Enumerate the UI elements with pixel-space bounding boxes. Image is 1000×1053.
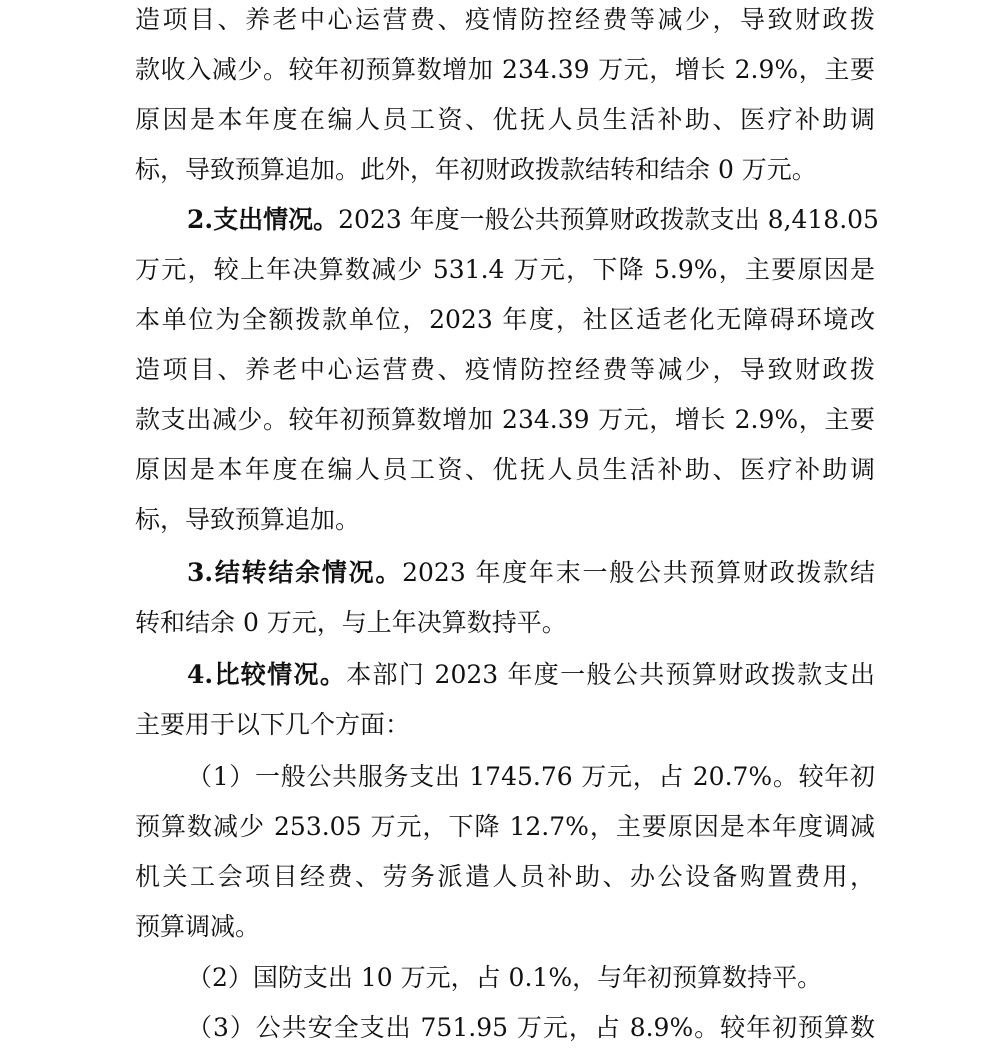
paragraph-text: 2023 年度一般公共预算财政拨款支出 8,418.05 (338, 205, 879, 234)
section-heading-comparison: 4.比较情况。 (187, 660, 347, 689)
paragraph-line: 预算数减少 253.05 万元，下降 12.7%，主要原因是本年度调减 (135, 812, 875, 841)
section-heading-carryover: 3.结转结余情况。 (187, 558, 403, 587)
paragraph-line: 万元，较上年决算数减少 531.4 万元，下降 5.9%，主要原因是 (135, 255, 875, 284)
paragraph-line: 本单位为全额拨款单位，2023 年度，社区适老化无障碍环境改 (135, 305, 875, 334)
paragraph-line: （1）一般公共服务支出 1745.76 万元，占 20.7%。较年初 (187, 762, 875, 791)
paragraph-line: 原因是本年度在编人员工资、优抚人员生活补助、医疗补助调 (135, 455, 875, 484)
paragraph-line: （2）国防支出 10 万元，占 0.1%，与年初预算数持平。 (187, 963, 823, 992)
paragraph-text: 2023 年度年末一般公共预算财政拨款结 (402, 558, 875, 587)
paragraph-line: 款支出减少。较年初预算数增加 234.39 万元，增长 2.9%，主要 (135, 405, 875, 434)
paragraph-line: 款收入减少。较年初预算数增加 234.39 万元，增长 2.9%，主要 (135, 55, 875, 84)
paragraph-text: 本部门 2023 年度一般公共预算财政拨款支出 (346, 660, 875, 689)
paragraph-line: 造项目、养老中心运营费、疫情防控经费等减少，导致财政拨 (135, 5, 875, 34)
paragraph-line: 预算调减。 (135, 912, 261, 941)
paragraph-line (187, 650, 875, 700)
paragraph-line: 标，导致预算追加。 (135, 505, 361, 534)
paragraph-line: 造项目、养老中心运营费、疫情防控经费等减少，导致财政拨 (135, 355, 875, 384)
paragraph-line: 标，导致预算追加。此外，年初财政拨款结转和结余 0 万元。 (135, 155, 817, 184)
paragraph-line: 原因是本年度在编人员工资、优抚人员生活补助、医疗补助调 (135, 105, 875, 134)
section-heading-expenditure: 2.支出情况。 (187, 205, 339, 234)
paragraph-line (187, 548, 875, 598)
paragraph-line: （3）公共安全支出 751.95 万元，占 8.9%。较年初预算数 (187, 1013, 875, 1042)
paragraph-line: 转和结余 0 万元，与上年决算数持平。 (135, 608, 567, 637)
paragraph-line (187, 195, 879, 245)
paragraph-line: 机关工会项目经费、劳务派遣人员补助、办公设备购置费用， (135, 862, 875, 891)
paragraph-line: 主要用于以下几个方面： (135, 710, 411, 739)
